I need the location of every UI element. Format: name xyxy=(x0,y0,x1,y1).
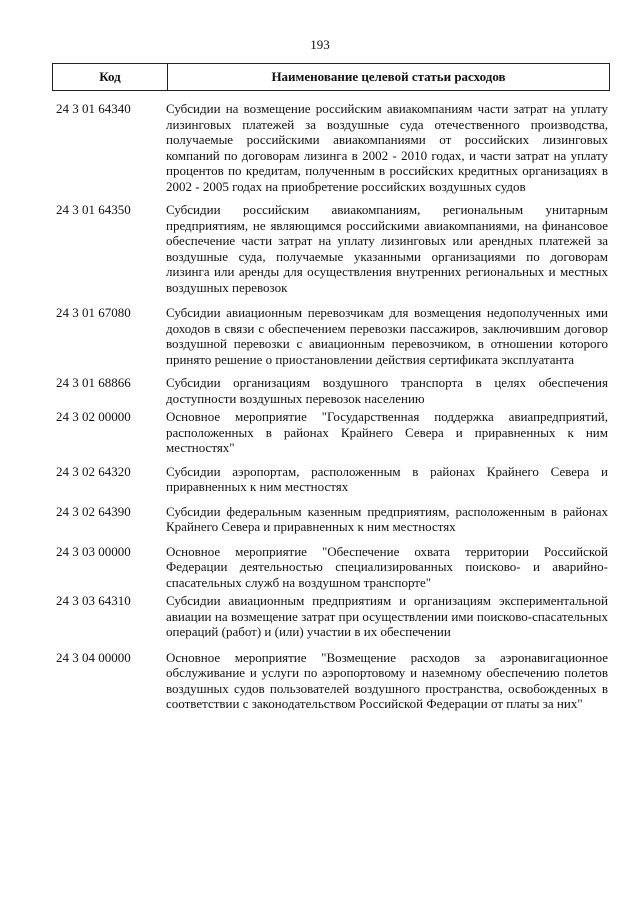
row-text: Субсидии аэропортам, расположенным в районах Крайнего Севера и приравненных к ним местностях xyxy=(166,463,608,494)
table-row xyxy=(52,593,610,640)
row-text: Субсидии авиационным перевозчикам для возмещения недополученных ими доходов в связи с обеспечением перевозки пассажиров, заключившим договор воздушной перевозки с авиационным перевозчиком, в отношении которого принято решение о приостановлении действия сертификата эксплуатанта xyxy=(166,305,608,367)
header-name: Наименование целевой статьи расходов xyxy=(271,69,506,84)
table-row xyxy=(52,101,610,194)
row-text: Субсидии российским авиакомпаниям, региональным унитарным предприятиям, не являющимся российскими авиакомпаниями, на финансовое обеспечение части затрат на уплату лизинговых или арендных платежей за воздушные суда, получаемые указанными организациями по договорам лизинга или аренды для осуществления внутренних региональных и местных воздушных перевозок xyxy=(166,202,608,295)
row-text: Субсидии организациям воздушного транспорта в целях обеспечения доступности воздушных перевозок населению xyxy=(166,375,608,406)
row-code: 24 3 04 00000 xyxy=(56,649,131,665)
row-text: Субсидии на возмещение российским авиакомпаниям части затрат на уплату лизинговых платежей за воздушные суда отечественного производства, получаемые российскими авиакомпаниями от российских лизинговых компаний по договорам лизинга в 2002 - 2010 годах, и части затрат на уплату процентов по кредитам, полученным в российских кредитных организациях в 2002 - 2005 годах на приобретение российских воздушных судов xyxy=(166,101,608,194)
row-code: 24 3 02 00000 xyxy=(56,409,131,424)
row-code: 24 3 01 68866 xyxy=(56,375,131,390)
page-number: 193 xyxy=(310,37,330,52)
row-text: Основное мероприятие "Возмещение расходов за аэронавигационное обслуживание и услуги по аэропортовому и наземному обеспечению полетов воздушных судов пользователей воздушного пространства, освобожденных в соответствии с законодательством Российской Федерации от платы за них" xyxy=(166,649,608,711)
row-text: Субсидии федеральным казенным предприятиям, расположенным в районах Крайнего Севера и приравненных к ним местностях xyxy=(166,503,608,534)
row-code: 24 3 01 64340 xyxy=(56,101,131,116)
row-text: Субсидии авиационным предприятиям и организациям экспериментальной авиации на возмещение затрат при осуществлении ими поисково-спасательных операций (работ) и (или) участии в их обеспечении xyxy=(166,593,608,639)
table-row xyxy=(52,544,610,591)
row-code: 24 3 03 64310 xyxy=(56,593,131,608)
row-code: 24 3 02 64390 xyxy=(56,503,131,519)
table-row xyxy=(52,202,610,295)
row-text: Основное мероприятие "Государственная поддержка авиапредприятий, расположенных в районах Крайнего Севера и приравненных к ним местностях" xyxy=(166,409,608,455)
row-code: 24 3 03 00000 xyxy=(56,543,131,559)
table-row xyxy=(52,504,610,535)
table-row xyxy=(52,375,610,406)
table-row xyxy=(52,464,610,495)
table-row xyxy=(52,409,610,456)
header-code: Код xyxy=(53,64,168,90)
table-row xyxy=(52,305,610,367)
table-header xyxy=(52,63,610,91)
row-code: 24 3 02 64320 xyxy=(56,463,131,479)
row-text: Основное мероприятие "Обеспечение охвата территории Российской Федерации деятельностью специализированных поисково- и аварийно-спасательных служб на воздушном транспорте" xyxy=(166,543,608,590)
budget-items-table xyxy=(52,63,610,712)
row-code: 24 3 01 67080 xyxy=(56,305,131,320)
row-code: 24 3 01 64350 xyxy=(56,202,131,217)
table-row xyxy=(52,650,610,712)
